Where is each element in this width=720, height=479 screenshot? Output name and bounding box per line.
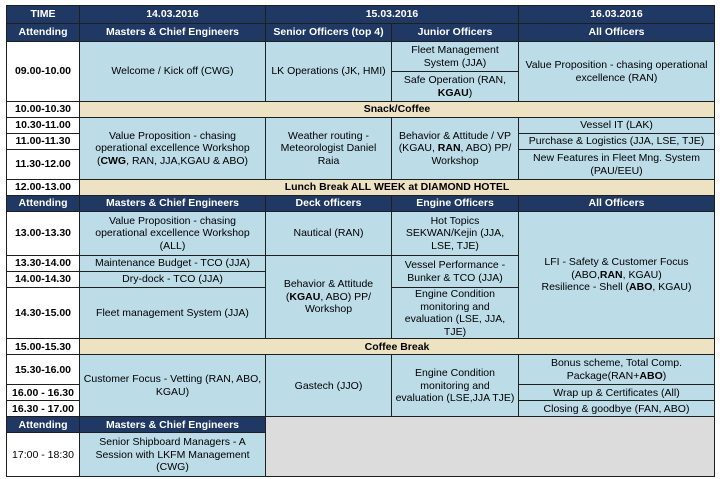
session-maintenance-budget: Maintenance Budget - TCO (JJA) [80,256,266,272]
header-time: TIME [7,6,80,24]
session-customer-focus: Customer Focus - Vetting (RAN, ABO, KGAU) [80,355,266,417]
time-1130: 11.30-12.00 [7,150,80,180]
time-1330: 13.30-14.00 [7,256,80,272]
time-1600: 16.00 - 16.30 [7,385,80,401]
group-masters-3: Masters & Chief Engineers [80,417,266,433]
session-fleet-mgmt-system: Fleet Management System (JJA) [392,42,519,72]
attending-label-2: Attending [7,196,80,212]
session-gastech: Gastech (JJO) [266,355,392,417]
group-engine-officers: Engine Officers [392,196,519,212]
time-1700: 17:00 - 18:30 [7,433,80,477]
time-1430: 14.30-15.00 [7,288,80,339]
time-1000: 10.00-10.30 [7,102,80,118]
group-senior-officers: Senior Officers (top 4) [266,24,392,42]
session-engine-condition-1: Engine Condition monitoring and evaluation (LSE, JJA, TJE) [392,288,519,339]
session-bonus-scheme: Bonus scheme, Total Comp. Package(RAN+ABO) [519,355,715,385]
session-closing: Closing & goodbye (FAN, ABO) [519,401,715,417]
time-1200: 12.00-13.00 [7,180,80,196]
session-safe-operation: Safe Operation (RAN, KGAU) [392,72,519,102]
empty-area [266,417,715,477]
session-value-prop-chasing: Value Proposition - chasing operational excellence (RAN) [519,42,715,102]
time-1500: 15.00-15.30 [7,339,80,355]
time-1100: 11.00-11.30 [7,134,80,150]
session-behavior-vp: Behavior & Attitude / VP (KGAU, RAN, ABO) PP/ Workshop [392,118,519,180]
header-day3: 16.03.2016 [519,6,715,24]
session-value-prop-workshop: Value Proposition - chasing operational excellence Workshop (CWG, RAN, JJA,KGAU & ABO) [80,118,266,180]
header-day1: 14.03.2016 [80,6,266,24]
group-all-officers-2: All Officers [519,196,715,212]
session-purchase-logistics: Purchase & Logistics (JJA, LSE, TJE) [519,134,715,150]
session-lfi-resilience: LFI - Safety & Customer Focus (ABO,RAN, KGAU) Resilience - Shell (ABO, KGAU) [519,212,715,339]
group-all-officers: All Officers [519,24,715,42]
attending-label: Attending [7,24,80,42]
break-coffee: Coffee Break [80,339,715,355]
time-1300: 13.00-13.30 [7,212,80,256]
break-lunch: Lunch Break ALL WEEK at DIAMOND HOTEL [80,180,715,196]
session-lk-operations: LK Operations (JK, HMI) [266,42,392,102]
session-welcome: Welcome / Kick off (CWG) [80,42,266,102]
session-value-prop-workshop-all: Value Proposition - chasing operational excellence Workshop (ALL) [80,212,266,256]
break-snack: Snack/Coffee [80,102,715,118]
time-1630: 16.30 - 17.00 [7,401,80,417]
group-junior-officers: Junior Officers [392,24,519,42]
session-behavior-deck: Behavior & Attitude (KGAU, ABO) PP/ Workshop [266,256,392,339]
time-1530: 15.30-16.00 [7,355,80,385]
session-vessel-it: Vessel IT (LAK) [519,118,715,134]
session-fleet-mgmt-system-2: Fleet management System (JJA) [80,288,266,339]
session-vessel-performance: Vessel Performance - Bunker & TCO (JJA) [392,256,519,288]
session-nautical: Nautical (RAN) [266,212,392,256]
header-day2: 15.03.2016 [266,6,519,24]
session-wrap-up: Wrap up & Certificates (All) [519,385,715,401]
time-0900: 09.00-10.00 [7,42,80,102]
time-1030: 10.30-11.00 [7,118,80,134]
schedule-table [6,5,715,477]
session-dry-dock: Dry-dock - TCO (JJA) [80,272,266,288]
session-senior-shipboard: Senior Shipboard Managers - A Session with LKFM Management (CWG) [80,433,266,477]
attending-label-3: Attending [7,417,80,433]
group-deck-officers: Deck officers [266,196,392,212]
group-masters: Masters & Chief Engineers [80,24,266,42]
session-hot-topics: Hot Topics SEKWAN/Kejin (JJA, LSE, TJE) [392,212,519,256]
session-weather-routing: Weather routing - Meteorologist Daniel Raia [266,118,392,180]
session-engine-condition-2: Engine Condition monitoring and evaluation (LSE,JJA TJE) [392,355,519,417]
time-1400: 14.00-14.30 [7,272,80,288]
group-masters-2: Masters & Chief Engineers [80,196,266,212]
session-new-features: New Features in Fleet Mng. System (PAU/EEU) [519,150,715,180]
